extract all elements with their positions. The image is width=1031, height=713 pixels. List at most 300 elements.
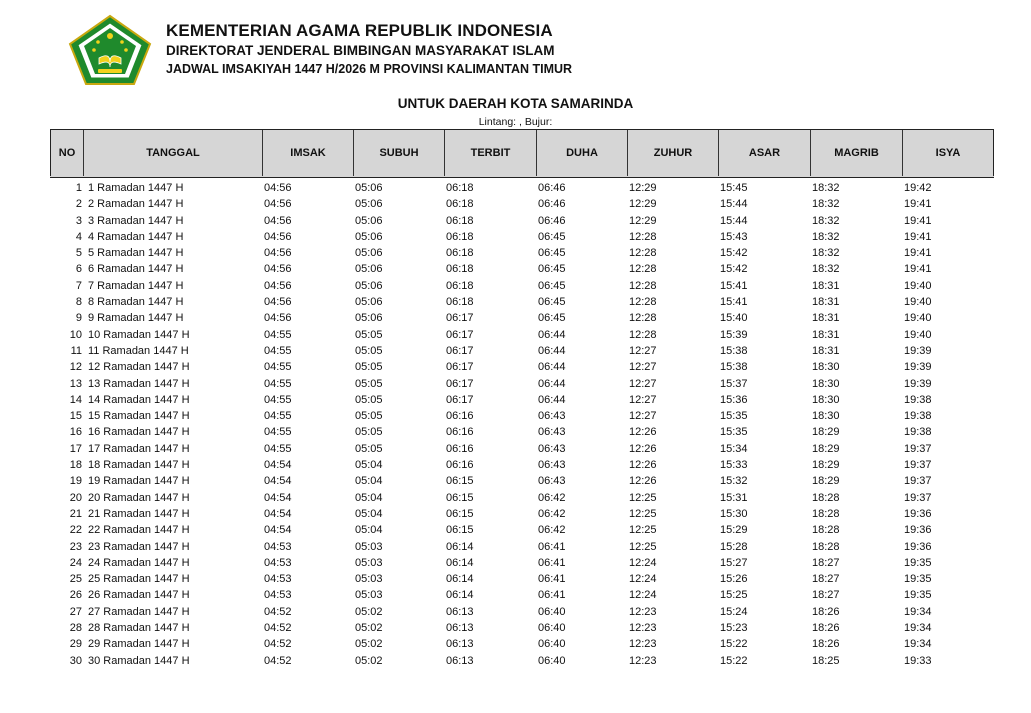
cell-asar: 15:38 <box>720 344 748 357</box>
cell-imsak: 04:56 <box>264 230 292 243</box>
cell-duha: 06:43 <box>538 410 566 423</box>
cell-isya: 19:41 <box>904 198 932 211</box>
cell-no: 22 <box>69 524 82 537</box>
cell-zuhur: 12:28 <box>629 263 657 276</box>
cell-imsak: 04:52 <box>264 638 292 651</box>
cell-subuh: 05:06 <box>355 247 383 260</box>
cell-asar: 15:41 <box>720 279 748 292</box>
cell-zuhur: 12:25 <box>629 507 657 520</box>
cell-terbit: 06:17 <box>446 344 474 357</box>
table-row <box>50 213 994 229</box>
cell-asar: 15:34 <box>720 442 748 455</box>
table-row <box>50 310 994 326</box>
cell-zuhur: 12:23 <box>629 622 657 635</box>
cell-tanggal: 13 Ramadan 1447 H <box>88 377 190 390</box>
cell-terbit: 06:14 <box>446 589 474 602</box>
cell-tanggal: 23 Ramadan 1447 H <box>88 540 190 553</box>
cell-terbit: 06:15 <box>446 475 474 488</box>
cell-tanggal: 12 Ramadan 1447 H <box>88 361 190 374</box>
cell-isya: 19:36 <box>904 507 932 520</box>
cell-zuhur: 12:25 <box>629 540 657 553</box>
cell-asar: 15:36 <box>720 393 748 406</box>
cell-imsak: 04:55 <box>264 393 292 406</box>
cell-terbit: 06:13 <box>446 638 474 651</box>
table-body <box>50 180 994 669</box>
table-row <box>50 457 994 473</box>
cell-subuh: 05:06 <box>355 312 383 325</box>
cell-duha: 06:44 <box>538 377 566 390</box>
cell-no: 9 <box>75 312 82 325</box>
cell-no: 2 <box>75 198 82 211</box>
table-header <box>50 129 994 178</box>
cell-asar: 15:27 <box>720 556 748 569</box>
cell-no: 15 <box>69 410 82 423</box>
cell-zuhur: 12:24 <box>629 573 657 586</box>
cell-zuhur: 12:27 <box>629 410 657 423</box>
cell-isya: 19:37 <box>904 475 932 488</box>
cell-duha: 06:42 <box>538 491 566 504</box>
table-row <box>50 506 994 522</box>
cell-magrib: 18:28 <box>812 491 840 504</box>
cell-subuh: 05:05 <box>355 393 383 406</box>
cell-subuh: 05:05 <box>355 426 383 439</box>
cell-terbit: 06:17 <box>446 312 474 325</box>
cell-magrib: 18:30 <box>812 377 840 390</box>
table-row <box>50 653 994 669</box>
cell-imsak: 04:54 <box>264 491 292 504</box>
cell-asar: 15:39 <box>720 328 748 341</box>
cell-zuhur: 12:27 <box>629 393 657 406</box>
cell-zuhur: 12:28 <box>629 312 657 325</box>
cell-duha: 06:45 <box>538 247 566 260</box>
cell-asar: 15:26 <box>720 573 748 586</box>
cell-terbit: 06:16 <box>446 426 474 439</box>
cell-no: 25 <box>69 573 82 586</box>
cell-tanggal: 4 Ramadan 1447 H <box>88 230 184 243</box>
cell-isya: 19:37 <box>904 491 932 504</box>
cell-asar: 15:24 <box>720 605 748 618</box>
table-row <box>50 327 994 343</box>
cell-imsak: 04:54 <box>264 475 292 488</box>
cell-no: 27 <box>69 605 82 618</box>
cell-tanggal: 3 Ramadan 1447 H <box>88 214 184 227</box>
cell-tanggal: 11 Ramadan 1447 H <box>88 344 189 357</box>
cell-zuhur: 12:28 <box>629 279 657 292</box>
schedule-title: JADWAL IMSAKIYAH 1447 H/2026 M PROVINSI KALIMANTAN TIMUR <box>166 62 573 76</box>
cell-zuhur: 12:28 <box>629 296 657 309</box>
table-row <box>50 571 994 587</box>
cell-no: 26 <box>69 589 82 602</box>
cell-magrib: 18:27 <box>812 573 840 586</box>
cell-magrib: 18:29 <box>812 475 840 488</box>
cell-duha: 06:46 <box>538 198 566 211</box>
cell-magrib: 18:32 <box>812 247 840 260</box>
cell-duha: 06:40 <box>538 622 566 635</box>
cell-subuh: 05:06 <box>355 279 383 292</box>
table-row <box>50 278 994 294</box>
cell-duha: 06:45 <box>538 279 566 292</box>
cell-no: 18 <box>69 459 82 472</box>
cell-no: 6 <box>75 263 82 276</box>
cell-terbit: 06:16 <box>446 459 474 472</box>
cell-terbit: 06:16 <box>446 410 474 423</box>
cell-magrib: 18:25 <box>812 654 840 667</box>
cell-duha: 06:45 <box>538 230 566 243</box>
cell-duha: 06:42 <box>538 507 566 520</box>
ministry-logo <box>68 14 152 86</box>
cell-duha: 06:41 <box>538 589 566 602</box>
cell-subuh: 05:04 <box>355 524 383 537</box>
cell-imsak: 04:56 <box>264 198 292 211</box>
cell-subuh: 05:02 <box>355 605 383 618</box>
cell-magrib: 18:27 <box>812 556 840 569</box>
cell-magrib: 18:30 <box>812 361 840 374</box>
cell-duha: 06:41 <box>538 556 566 569</box>
cell-no: 29 <box>69 638 82 651</box>
cell-tanggal: 10 Ramadan 1447 H <box>88 328 190 341</box>
cell-zuhur: 12:25 <box>629 491 657 504</box>
cell-tanggal: 6 Ramadan 1447 H <box>88 263 184 276</box>
cell-imsak: 04:56 <box>264 263 292 276</box>
cell-duha: 06:41 <box>538 540 566 553</box>
cell-magrib: 18:29 <box>812 426 840 439</box>
cell-tanggal: 26 Ramadan 1447 H <box>88 589 190 602</box>
cell-no: 8 <box>75 296 82 309</box>
table-row <box>50 229 994 245</box>
cell-asar: 15:42 <box>720 263 748 276</box>
cell-imsak: 04:54 <box>264 507 292 520</box>
cell-subuh: 05:04 <box>355 459 383 472</box>
cell-duha: 06:44 <box>538 344 566 357</box>
cell-imsak: 04:53 <box>264 556 292 569</box>
cell-tanggal: 5 Ramadan 1447 H <box>88 247 184 260</box>
cell-tanggal: 7 Ramadan 1447 H <box>88 279 184 292</box>
cell-imsak: 04:56 <box>264 279 292 292</box>
cell-isya: 19:39 <box>904 377 932 390</box>
cell-subuh: 05:05 <box>355 361 383 374</box>
cell-tanggal: 16 Ramadan 1447 H <box>88 426 190 439</box>
cell-asar: 15:29 <box>720 524 748 537</box>
cell-terbit: 06:18 <box>446 198 474 211</box>
cell-subuh: 05:04 <box>355 475 383 488</box>
cell-isya: 19:36 <box>904 540 932 553</box>
cell-no: 16 <box>69 426 82 439</box>
cell-zuhur: 12:23 <box>629 638 657 651</box>
cell-subuh: 05:06 <box>355 263 383 276</box>
cell-subuh: 05:05 <box>355 410 383 423</box>
cell-magrib: 18:30 <box>812 393 840 406</box>
cell-asar: 15:30 <box>720 507 748 520</box>
cell-tanggal: 25 Ramadan 1447 H <box>88 573 190 586</box>
cell-no: 17 <box>69 442 82 455</box>
cell-isya: 19:37 <box>904 442 932 455</box>
column-header-tanggal: TANGGAL <box>83 130 262 176</box>
cell-terbit: 06:15 <box>446 524 474 537</box>
cell-terbit: 06:15 <box>446 491 474 504</box>
cell-duha: 06:46 <box>538 214 566 227</box>
cell-isya: 19:39 <box>904 344 932 357</box>
cell-asar: 15:25 <box>720 589 748 602</box>
table-row <box>50 424 994 440</box>
table-row <box>50 620 994 636</box>
table-row <box>50 604 994 620</box>
cell-terbit: 06:13 <box>446 622 474 635</box>
cell-zuhur: 12:28 <box>629 247 657 260</box>
cell-isya: 19:35 <box>904 556 932 569</box>
cell-asar: 15:37 <box>720 377 748 390</box>
cell-subuh: 05:03 <box>355 573 383 586</box>
cell-subuh: 05:02 <box>355 638 383 651</box>
cell-isya: 19:33 <box>904 654 932 667</box>
cell-imsak: 04:55 <box>264 344 292 357</box>
cell-zuhur: 12:26 <box>629 442 657 455</box>
column-header-terbit: TERBIT <box>444 130 536 176</box>
table-row <box>50 180 994 196</box>
table-row <box>50 294 994 310</box>
cell-magrib: 18:32 <box>812 214 840 227</box>
column-header-subuh: SUBUH <box>353 130 444 176</box>
cell-duha: 06:41 <box>538 573 566 586</box>
cell-terbit: 06:17 <box>446 361 474 374</box>
cell-isya: 19:41 <box>904 247 932 260</box>
cell-no: 20 <box>69 491 82 504</box>
cell-magrib: 18:26 <box>812 605 840 618</box>
cell-duha: 06:43 <box>538 426 566 439</box>
cell-subuh: 05:04 <box>355 491 383 504</box>
ministry-emblem-icon <box>68 14 152 86</box>
cell-imsak: 04:52 <box>264 654 292 667</box>
cell-imsak: 04:54 <box>264 524 292 537</box>
cell-zuhur: 12:28 <box>629 328 657 341</box>
cell-imsak: 04:55 <box>264 328 292 341</box>
cell-subuh: 05:06 <box>355 182 383 194</box>
cell-subuh: 05:05 <box>355 377 383 390</box>
cell-zuhur: 12:26 <box>629 426 657 439</box>
cell-magrib: 18:31 <box>812 296 840 309</box>
cell-asar: 15:40 <box>720 312 748 325</box>
region-title: UNTUK DAERAH KOTA SAMARINDA <box>397 96 634 111</box>
cell-asar: 15:41 <box>720 296 748 309</box>
cell-zuhur: 12:28 <box>629 230 657 243</box>
cell-subuh: 05:03 <box>355 556 383 569</box>
cell-isya: 19:40 <box>904 312 932 325</box>
cell-no: 13 <box>69 377 82 390</box>
cell-subuh: 05:05 <box>355 344 383 357</box>
cell-duha: 06:43 <box>538 442 566 455</box>
cell-magrib: 18:27 <box>812 589 840 602</box>
cell-isya: 19:35 <box>904 589 932 602</box>
cell-magrib: 18:28 <box>812 540 840 553</box>
cell-duha: 06:44 <box>538 361 566 374</box>
cell-terbit: 06:18 <box>446 230 474 243</box>
cell-duha: 06:45 <box>538 296 566 309</box>
cell-isya: 19:34 <box>904 622 932 635</box>
cell-tanggal: 1 Ramadan 1447 H <box>88 182 184 194</box>
cell-imsak: 04:56 <box>264 312 292 325</box>
cell-no: 30 <box>69 654 82 667</box>
cell-terbit: 06:14 <box>446 540 474 553</box>
cell-imsak: 04:56 <box>264 296 292 309</box>
cell-magrib: 18:31 <box>812 312 840 325</box>
cell-duha: 06:44 <box>538 328 566 341</box>
cell-no: 12 <box>69 361 82 374</box>
cell-subuh: 05:03 <box>355 589 383 602</box>
cell-asar: 15:44 <box>720 198 748 211</box>
cell-zuhur: 12:23 <box>629 654 657 667</box>
cell-tanggal: 27 Ramadan 1447 H <box>88 605 190 618</box>
cell-tanggal: 28 Ramadan 1447 H <box>88 622 190 635</box>
cell-subuh: 05:06 <box>355 230 383 243</box>
column-header-imsak: IMSAK <box>262 130 353 176</box>
column-header-isya: ISYA <box>902 130 994 176</box>
cell-magrib: 18:29 <box>812 442 840 455</box>
cell-zuhur: 12:27 <box>629 344 657 357</box>
cell-magrib: 18:29 <box>812 459 840 472</box>
directorate-title: DIREKTORAT JENDERAL BIMBINGAN MASYARAKAT ISLAM <box>166 43 555 58</box>
cell-magrib: 18:31 <box>812 328 840 341</box>
cell-isya: 19:42 <box>904 182 932 194</box>
cell-magrib: 18:32 <box>812 263 840 276</box>
ministry-title: KEMENTERIAN AGAMA REPUBLIK INDONESIA <box>166 21 553 40</box>
cell-magrib: 18:26 <box>812 622 840 635</box>
cell-magrib: 18:32 <box>812 230 840 243</box>
cell-tanggal: 22 Ramadan 1447 H <box>88 524 190 537</box>
cell-imsak: 04:55 <box>264 410 292 423</box>
cell-subuh: 05:06 <box>355 214 383 227</box>
cell-tanggal: 15 Ramadan 1447 H <box>88 410 190 423</box>
cell-terbit: 06:17 <box>446 328 474 341</box>
cell-imsak: 04:52 <box>264 622 292 635</box>
cell-imsak: 04:56 <box>264 214 292 227</box>
cell-duha: 06:43 <box>538 475 566 488</box>
cell-terbit: 06:14 <box>446 556 474 569</box>
cell-subuh: 05:05 <box>355 328 383 341</box>
cell-isya: 19:34 <box>904 605 932 618</box>
cell-duha: 06:40 <box>538 605 566 618</box>
cell-asar: 15:42 <box>720 247 748 260</box>
cell-subuh: 05:06 <box>355 198 383 211</box>
cell-terbit: 06:13 <box>446 605 474 618</box>
cell-tanggal: 9 Ramadan 1447 H <box>88 312 184 325</box>
table-row <box>50 408 994 424</box>
cell-no: 23 <box>69 540 82 553</box>
table-row <box>50 392 994 408</box>
column-header-magrib: MAGRIB <box>810 130 902 176</box>
cell-zuhur: 12:26 <box>629 459 657 472</box>
table-row <box>50 261 994 277</box>
cell-tanggal: 18 Ramadan 1447 H <box>88 459 190 472</box>
cell-terbit: 06:18 <box>446 296 474 309</box>
table-row <box>50 343 994 359</box>
cell-imsak: 04:55 <box>264 426 292 439</box>
cell-terbit: 06:17 <box>446 377 474 390</box>
cell-magrib: 18:32 <box>812 182 840 194</box>
cell-imsak: 04:53 <box>264 540 292 553</box>
cell-no: 3 <box>75 214 82 227</box>
cell-isya: 19:40 <box>904 328 932 341</box>
cell-terbit: 06:17 <box>446 393 474 406</box>
cell-terbit: 06:18 <box>446 182 474 194</box>
table-row <box>50 636 994 652</box>
cell-duha: 06:44 <box>538 393 566 406</box>
table-row <box>50 539 994 555</box>
cell-asar: 15:28 <box>720 540 748 553</box>
cell-imsak: 04:56 <box>264 182 292 194</box>
cell-duha: 06:45 <box>538 263 566 276</box>
cell-tanggal: 19 Ramadan 1447 H <box>88 475 190 488</box>
cell-tanggal: 8 Ramadan 1447 H <box>88 296 184 309</box>
cell-zuhur: 12:25 <box>629 524 657 537</box>
cell-isya: 19:34 <box>904 638 932 651</box>
cell-zuhur: 12:23 <box>629 605 657 618</box>
cell-asar: 15:31 <box>720 491 748 504</box>
column-header-zuhur: ZUHUR <box>627 130 718 176</box>
cell-imsak: 04:55 <box>264 442 292 455</box>
table-row <box>50 196 994 212</box>
cell-zuhur: 12:29 <box>629 198 657 211</box>
table-row <box>50 245 994 261</box>
cell-subuh: 05:04 <box>355 507 383 520</box>
cell-magrib: 18:30 <box>812 410 840 423</box>
cell-no: 28 <box>69 622 82 635</box>
cell-magrib: 18:31 <box>812 344 840 357</box>
cell-magrib: 18:26 <box>812 638 840 651</box>
cell-magrib: 18:32 <box>812 198 840 211</box>
cell-isya: 19:41 <box>904 230 932 243</box>
cell-subuh: 05:02 <box>355 654 383 667</box>
cell-duha: 06:40 <box>538 638 566 651</box>
cell-asar: 15:23 <box>720 622 748 635</box>
cell-terbit: 06:18 <box>446 279 474 292</box>
cell-no: 7 <box>75 279 82 292</box>
cell-zuhur: 12:24 <box>629 556 657 569</box>
cell-zuhur: 12:27 <box>629 377 657 390</box>
cell-tanggal: 14 Ramadan 1447 H <box>88 393 190 406</box>
cell-imsak: 04:55 <box>264 377 292 390</box>
cell-terbit: 06:15 <box>446 507 474 520</box>
cell-duha: 06:43 <box>538 459 566 472</box>
table-row <box>50 490 994 506</box>
cell-asar: 15:38 <box>720 361 748 374</box>
cell-subuh: 05:03 <box>355 540 383 553</box>
table-row <box>50 441 994 457</box>
cell-terbit: 06:18 <box>446 214 474 227</box>
table-row <box>50 555 994 571</box>
cell-asar: 15:45 <box>720 182 748 194</box>
cell-asar: 15:35 <box>720 410 748 423</box>
cell-isya: 19:40 <box>904 296 932 309</box>
cell-no: 5 <box>75 247 82 260</box>
cell-duha: 06:40 <box>538 654 566 667</box>
cell-tanggal: 21 Ramadan 1447 H <box>88 507 190 520</box>
cell-tanggal: 30 Ramadan 1447 H <box>88 654 190 667</box>
cell-asar: 15:32 <box>720 475 748 488</box>
cell-asar: 15:43 <box>720 230 748 243</box>
cell-imsak: 04:53 <box>264 573 292 586</box>
table-row <box>50 359 994 375</box>
cell-zuhur: 12:27 <box>629 361 657 374</box>
cell-magrib: 18:31 <box>812 279 840 292</box>
coordinates-text: Lintang: , Bujur: <box>478 116 553 128</box>
cell-terbit: 06:18 <box>446 247 474 260</box>
cell-asar: 15:22 <box>720 654 748 667</box>
cell-isya: 19:39 <box>904 361 932 374</box>
cell-isya: 19:38 <box>904 393 932 406</box>
cell-no: 19 <box>69 475 82 488</box>
cell-imsak: 04:52 <box>264 605 292 618</box>
cell-duha: 06:46 <box>538 182 566 194</box>
cell-magrib: 18:28 <box>812 524 840 537</box>
